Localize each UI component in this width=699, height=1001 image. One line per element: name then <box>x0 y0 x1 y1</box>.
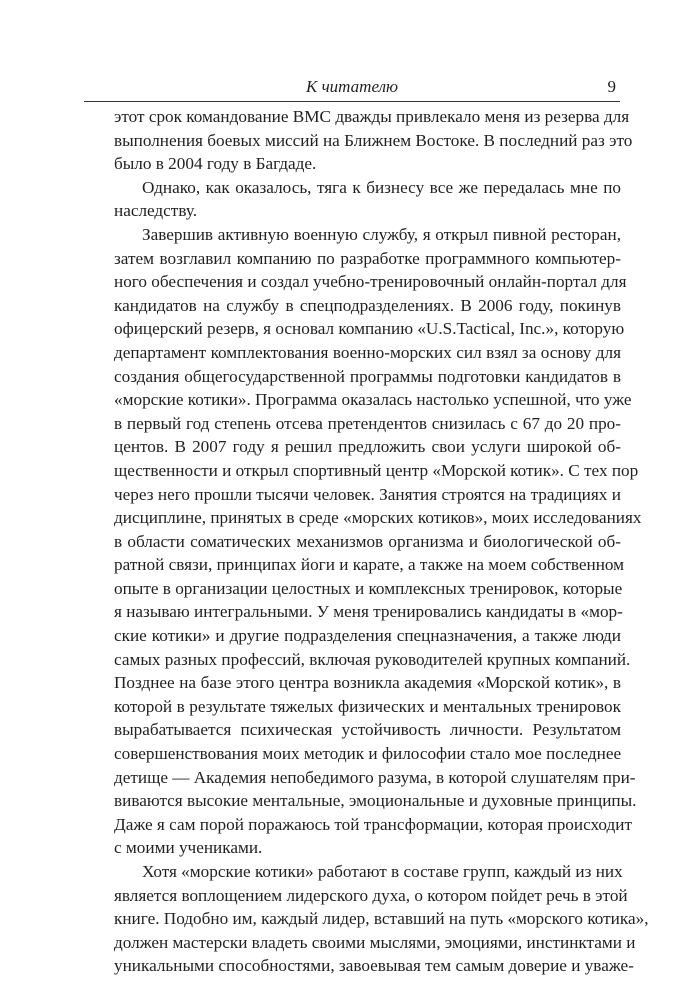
header-rule <box>84 101 620 102</box>
text-line: ного обеспечения и создал учебно-тренировочный онлайн-портал для <box>114 272 627 292</box>
text-line: я называю интегральными. У меня тренировались кандидаты в «мор- <box>114 602 623 622</box>
text-line: было в 2004 году в Багдаде. <box>114 154 317 174</box>
text-line: Завершив активную военную службу, я открыл пивной ресторан, <box>142 224 621 244</box>
text-line: ские котики» и другие подразделения спецназначения, а также люди <box>114 626 621 646</box>
text-line: выполнения боевых миссий на Ближнем Востоке. В последний раз это <box>114 130 633 150</box>
text-line: детище — Академия непобедимого разума, в которой слушателям при- <box>114 767 636 787</box>
running-header <box>84 76 620 102</box>
text-line: наследству. <box>114 201 198 221</box>
text-line: создания общегосударственной программы подготовки кандидатов в <box>114 366 621 386</box>
text-line: Хотя «морские котики» работают в составе групп, каждый из них <box>142 862 623 881</box>
text-line: щественности и открыл спортивный центр «Морской котик». С тех пор <box>114 460 639 480</box>
text-line: через него прошли тысячи человек. Занятия строятся на традициях и <box>114 484 621 504</box>
text-line: «морские котики». Программа оказалась настолько успешной, что уже <box>114 390 632 410</box>
text-line: Однако, как оказалось, тяга к бизнесу все же передалась мне по <box>142 177 621 197</box>
text-line: департамент комплектования военно-морских сил взял за основу для <box>114 342 621 362</box>
text-line: в первый год степень отсева претендентов снизилась с 67 до 20 про- <box>114 413 621 433</box>
text-line: затем возглавил компанию по разработке программного компьютер- <box>114 248 621 268</box>
text-line: в области соматических механизмов организма и биологической об- <box>114 531 621 551</box>
text-line: опыте в организации целостных и комплексных тренировок, которые <box>114 578 623 598</box>
text-line: Позднее на базе этого центра возникла академия «Морской котик», в <box>114 673 621 693</box>
text-line: кандидатов на службу в спецподразделениях. В 2006 году, покинув <box>114 295 621 315</box>
text-line: центов. В 2007 году я решил предложить свои услуги широкой об- <box>114 437 621 457</box>
text-line: ратной связи, принципах йоги и карате, а также на моем собственном <box>114 555 625 575</box>
text-line: с моими учениками. <box>114 838 263 858</box>
text-line: дисциплине, принятых в среде «морских котиков», моих исследованиях <box>114 508 642 528</box>
text-line: этот срок командование ВМС дважды привлекало меня из резерва для <box>114 107 630 126</box>
text-line: является воплощением лидерского духа, о котором пойдет речь в этой <box>114 885 628 905</box>
text-line: вырабатывается психическая устойчивость личности. Результатом <box>114 720 621 740</box>
text-line: должен мастерски владеть своими мыслями, эмоциями, инстинктами и <box>114 932 636 952</box>
text-line: уникальными способностями, завоевывая тем самым доверие и уваже- <box>114 956 634 976</box>
text-line: которой в результате тяжелых физических и ментальных тренировок <box>114 696 621 716</box>
text-line: самых разных профессий, включая руководителей крупных компаний. <box>114 649 631 669</box>
text-line: офицерский резерв, я основал компанию «U.S.Tactical, Inc.», которую <box>114 319 625 339</box>
text-line: книге. Подобно им, каждый лидер, вставший на путь «морского котика», <box>114 909 649 929</box>
text-line: совершенствования моих методик и философии стало мое последнее <box>114 744 622 764</box>
text-line: виваются высокие ментальные, эмоциональные и духовные принципы. <box>114 791 637 811</box>
running-title: К читателю <box>306 77 398 96</box>
text-line: Даже я сам порой поражаюсь той трансформации, которая происходит <box>114 814 632 834</box>
page-number: 9 <box>607 77 616 96</box>
body-text <box>114 105 649 978</box>
